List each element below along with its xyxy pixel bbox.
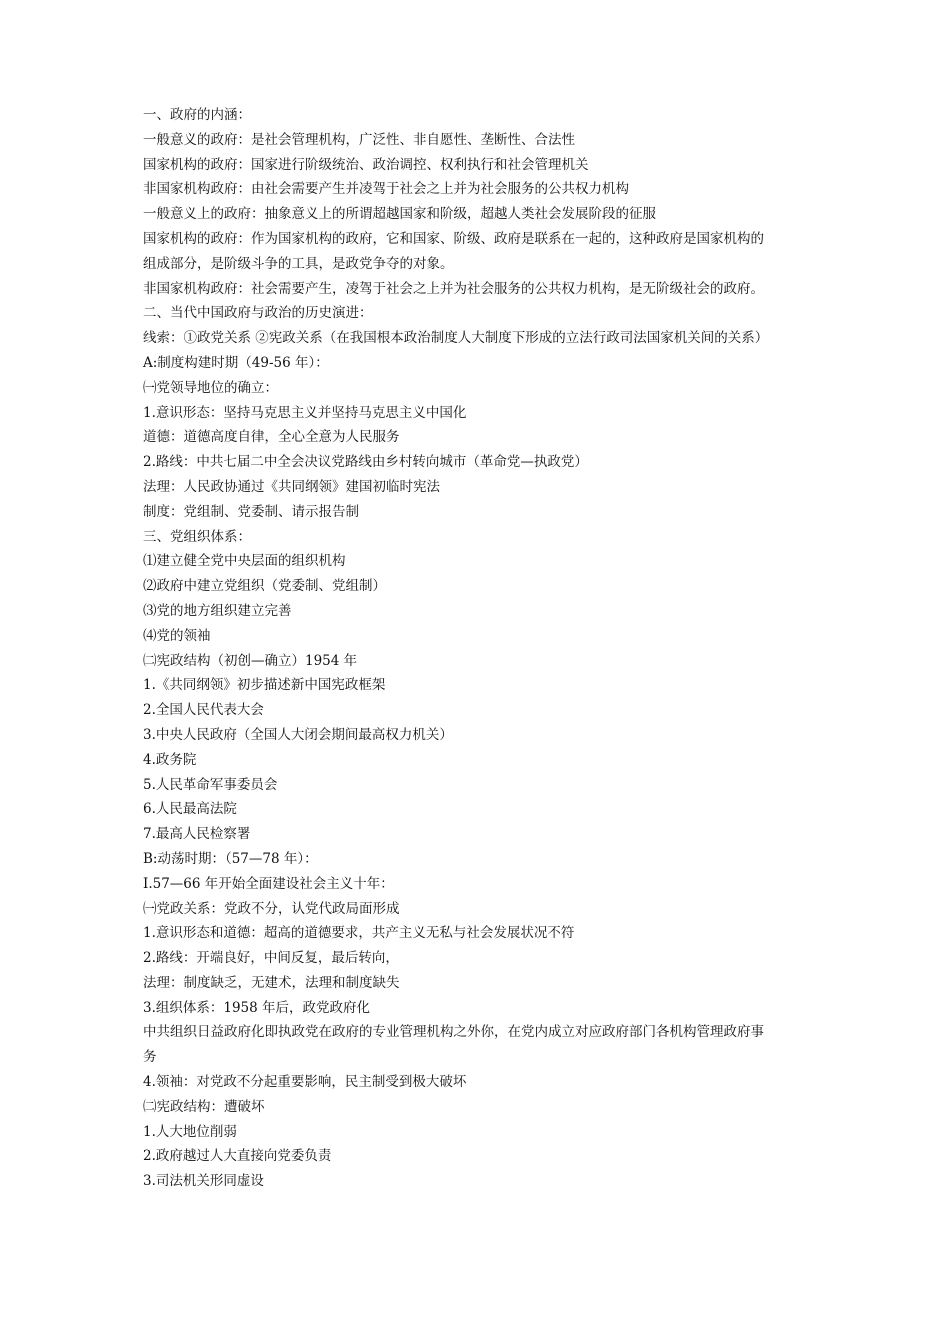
text-line: 国家机构的政府：国家进行阶级统治、政治调控、权利执行和社会管理机关 (143, 156, 589, 173)
list-item: 3.司法机关形同虚设 (143, 1173, 264, 1190)
list-item: 1.意识形态和道德：超高的道德要求，共产主义无私与社会发展状况不符 (143, 925, 575, 942)
list-item: ⑶党的地方组织建立完善 (143, 602, 292, 619)
subsection-heading: B:动荡时期：（57—78 年）： (143, 850, 318, 867)
subsection-heading: ㈡宪政结构（初创—确立）1954 年 (143, 652, 358, 669)
text-line: 非国家机构政府：由社会需要产生并凌驾于社会之上并为社会服务的公共权力机构 (143, 181, 629, 198)
document-body (143, 103, 813, 1194)
list-item: 6.人民最高法院 (143, 801, 237, 818)
subsection-heading: A:制度构建时期（49-56 年）： (143, 354, 329, 371)
text-line: 法理：制度缺乏，无建术，法理和制度缺失 (143, 974, 400, 991)
subsection-heading: ㈠党领导地位的确立： (143, 379, 278, 396)
text-line: 线索：①政党关系 ②宪政关系（在我国根本政治制度人大制度下形成的立法行政司法国家机关间的关系） (143, 330, 769, 347)
list-item: 3.中央人民政府（全国人大闭会期间最高权力机关） (143, 726, 453, 743)
text-line: 制度：党组制、党委制、请示报告制 (143, 503, 359, 520)
list-item: 2.路线：开端良好，中间反复，最后转向， (143, 950, 399, 967)
list-item: 1.《共同纲领》初步描述新中国宪政框架 (143, 677, 386, 694)
list-item: ⑷党的领袖 (143, 627, 211, 644)
list-item: 2.全国人民代表大会 (143, 702, 264, 719)
text-line: 组成部分，是阶级斗争的工具，是政党争夺的对象。 (143, 255, 454, 272)
subsection-heading: ㈡宪政结构：遭破坏 (143, 1098, 265, 1115)
text-line: 一般意义上的政府：抽象意义上的所谓超越国家和阶级，超越人类社会发展阶段的征服 (143, 206, 656, 223)
text-line: 国家机构的政府：作为国家机构的政府，它和国家、阶级、政府是联系在一起的，这种政府是国家机构的 (143, 230, 764, 247)
list-item: ⑵政府中建立党组织（党委制、党组制） (143, 578, 386, 595)
section-heading: 二、当代中国政府与政治的历史演进： (143, 305, 373, 322)
text-line: 一般意义的政府：是社会管理机构，广泛性、非自愿性、垄断性、合法性 (143, 131, 575, 148)
list-item: 5.人民革命军事委员会 (143, 776, 278, 793)
section-heading: 三、党组织体系： (143, 528, 251, 545)
list-item: 2.路线：中共七届二中全会决议党路线由乡村转向城市（革命党—执政党） (143, 454, 588, 471)
list-item: 1.人大地位削弱 (143, 1123, 237, 1140)
text-line: 务 (143, 1049, 157, 1066)
text-line: 中共组织日益政府化即执政党在政府的专业管理机构之外你，在党内成立对应政府部门各机构管理政府事 (143, 1024, 764, 1041)
list-item: 4.政务院 (143, 751, 197, 768)
list-item: 4.领袖：对党政不分起重要影响，民主制受到极大破坏 (143, 1074, 467, 1091)
subsection-heading: Ⅰ.57—66 年开始全面建设社会主义十年： (143, 875, 394, 892)
list-item: 7.最高人民检察署 (143, 826, 251, 843)
list-item: 3.组织体系：1958 年后，政党政府化 (143, 999, 371, 1016)
list-item: 2.政府越过人大直接向党委负责 (143, 1148, 332, 1165)
subsection-heading: ㈠党政关系：党政不分，认党代政局面形成 (143, 900, 400, 917)
list-item: ⑴建立健全党中央层面的组织机构 (143, 553, 346, 570)
text-line: 道德：道德高度自律，全心全意为人民服务 (143, 429, 400, 446)
text-line: 非国家机构政府：社会需要产生，凌驾于社会之上并为社会服务的公共权力机构，是无阶级社会的政府。 (143, 280, 764, 297)
section-heading: 一、政府的内涵： (143, 107, 251, 123)
text-line: 法理：人民政协通过《共同纲领》建国初临时宪法 (143, 478, 440, 495)
list-item: 1.意识形态：坚持马克思主义并坚持马克思主义中国化 (143, 404, 467, 421)
